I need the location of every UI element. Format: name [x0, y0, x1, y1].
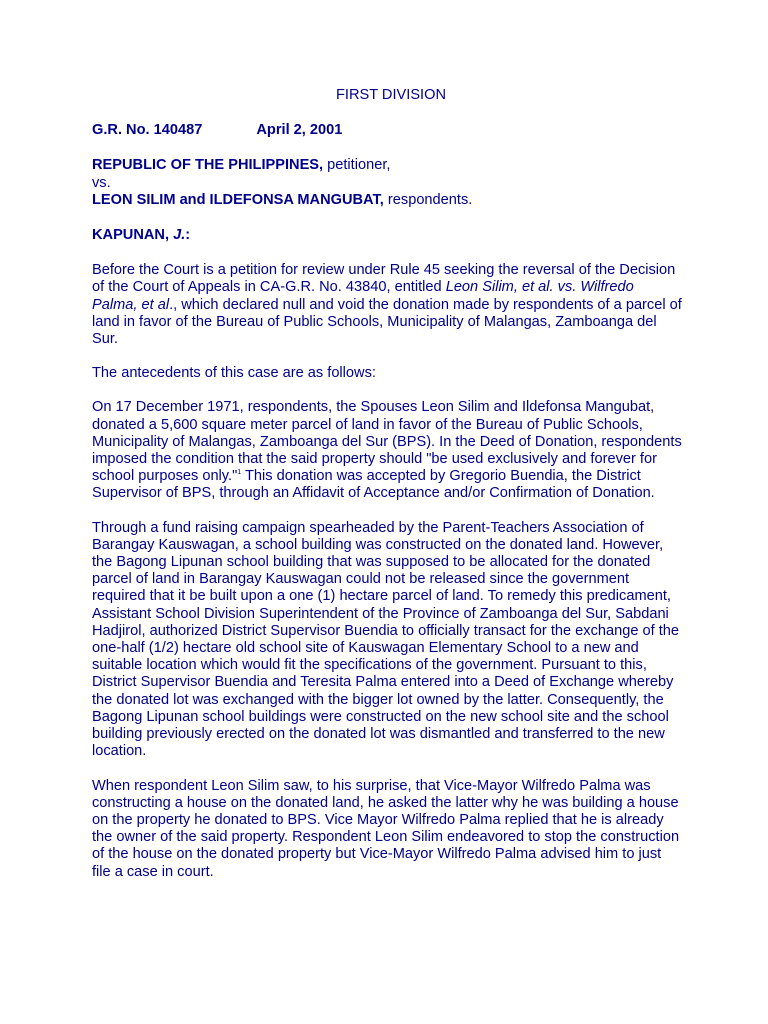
paragraph-construction: When respondent Leon Silim saw, to his surprise, that Vice-Mayor Wilfredo Palma was constructing a house on the donated land, he asked the latter why he was building a house on the property he donated to BPS. Vice Mayor Wilfredo Palma replied that he is already the owner of the said property. Respondent Leon Silim endeavored to stop the construction of the house on the donated property but Vice-Mayor Wilfredo Palma advised him to just file a case in court. — [92, 777, 680, 880]
ponente-colon: : — [185, 227, 191, 244]
division-heading: FIRST DIVISION — [335, 87, 446, 103]
respondent-role: respondents. — [383, 191, 473, 208]
paragraph-text: Before the Court is a petition for review under Rule 45 seeking the reversal of the Decision of the Court of Appeals in CA-G.R. No. 43840, entitled — [92, 262, 676, 296]
ponente-name: KAPUNAN, — [92, 227, 174, 244]
ponente-title: J. — [173, 227, 186, 244]
petitioner-name: REPUBLIC OF THE PHILIPPINES, — [92, 157, 324, 174]
respondent-names: LEON SILIM and ILDEFONSA MANGUBAT, — [92, 191, 384, 208]
case-title-italic: Leon Silim, et al. vs. Wilfredo Palma, et al — [92, 279, 634, 313]
case-parties — [92, 157, 682, 209]
paragraph-antecedents: The antecedents of this case are as follows: — [92, 365, 376, 382]
paragraph-text: ., which declared null and void the donation made by respondents of a parcel of land in favor of the Bureau of Public Schools, Municipality of Malangas, Zamboanga del Sur. — [92, 296, 682, 348]
ponente-line — [92, 227, 682, 244]
footnote-marker[interactable]: 1 — [237, 469, 242, 477]
versus-line: vs. — [92, 174, 111, 191]
paragraph-donation — [92, 399, 682, 502]
petitioner-line — [92, 157, 682, 174]
paragraph-exchange: Through a fund raising campaign spearheaded by the Parent-Teachers Association of Barangay Kauswagan, a school building was constructed on the donated land. However, the Bagong Lipunan school building that was supposed to be allocated for the donated parcel of land in Barangay Kauswagan could not be released since the government required that it be built upon a one (1) hectare parcel of land. To remedy this predicament, Assistant School Division Superintendent of the Province of Zamboanga del Sur, Sabdani Hadjirol, authorized District Supervisor Buendia to officially transact for the exchange of the one-half (1/2) hectare old school site of Kauswagan Elementary School to a new and suitable location which would fit the specifications of the government. Pursuant to this, District Supervisor Buendia and Teresita Palma entered into a Deed of Exchange whereby the donated lot was exchanged with the bigger lot owned by the latter. Consequently, the Bagong Lipunan school buildings were constructed on the new school site and the school building previously erected on the donated lot was dismantled and transferred to the new location. — [92, 519, 680, 760]
paragraph-petition — [92, 262, 682, 348]
respondent-line — [92, 192, 682, 209]
paragraph-text: On 17 December 1971, respondents, the Spouses Leon Silim and Ildefonsa Mangubat, donated a 5,600 square meter parcel of land in favor of the Bureau of Public Schools, Municipality of Malangas, Zamboanga del Sur (BPS). In the Deed of Donation, respondents imposed the condition that the said property should "be used exclusively and forever for school purposes only." — [92, 399, 682, 485]
decision-date: April 2, 2001 — [256, 122, 343, 139]
gr-number: G.R. No. 140487 — [92, 122, 203, 139]
petitioner-role: petitioner, — [323, 157, 391, 174]
paragraph-text: This donation was accepted by Gregorio Buendia, the District Supervisor of BPS, through an Affidavit of Acceptance and/or Confirmation of Donation. — [92, 468, 655, 502]
case-header-line — [92, 122, 682, 139]
document-page — [92, 87, 682, 898]
